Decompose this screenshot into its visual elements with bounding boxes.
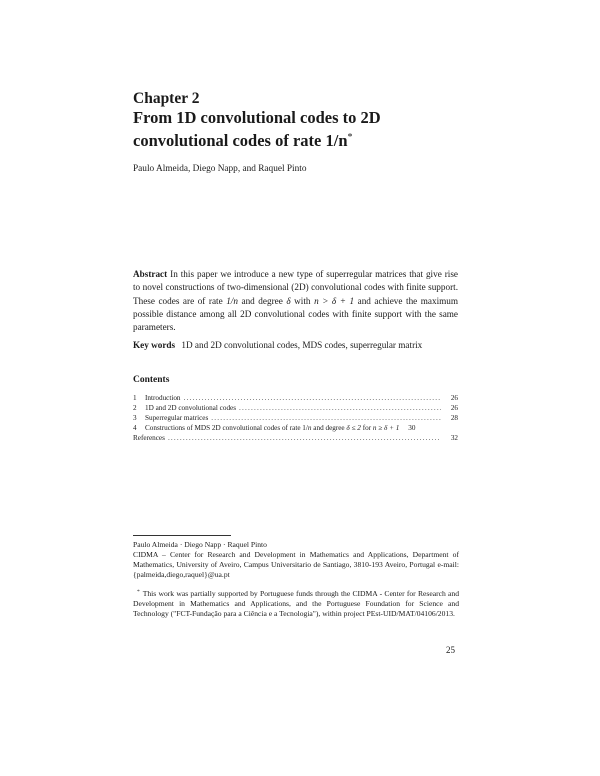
keywords-text: 1D and 2D convolutional codes, MDS codes, superregular matrix bbox=[181, 340, 423, 350]
toc-leader-dots bbox=[168, 433, 441, 443]
table-of-contents bbox=[133, 393, 458, 443]
toc-page: 30 bbox=[408, 424, 416, 432]
toc-page: 32 bbox=[450, 434, 458, 442]
abstract-text-2: and degree bbox=[241, 295, 283, 306]
toc-entry-constructions[interactable] bbox=[133, 423, 458, 433]
funding-text: This work was partially supported by Portuguese funds through the CIDMA - Center for Research and Development in Mathematics and Applications, and the Portuguese Foundation for Science and Technology ("FCT-Fundação para a Ciência e a Tecnologia"), within project PEst-UID/MAT/04106/2013. bbox=[133, 589, 459, 619]
toc-entry-references[interactable] bbox=[133, 433, 458, 443]
toc-title-math: n ≥ δ + 1 bbox=[372, 424, 400, 432]
abstract-text-3: with bbox=[294, 295, 311, 306]
abstract-rate: 1/n bbox=[226, 295, 238, 306]
toc-number: 3 bbox=[133, 414, 137, 422]
chapter-title-text: From 1D convolutional codes to 2D convolutional codes of rate 1/n bbox=[133, 108, 381, 150]
toc-title-math: n bbox=[307, 424, 312, 432]
chapter-label: Chapter 2 bbox=[133, 90, 200, 107]
toc-leader-dots bbox=[184, 393, 441, 403]
toc-number: 1 bbox=[133, 394, 137, 402]
funding-footnote-mark: * bbox=[137, 589, 140, 595]
toc-leader-dots bbox=[239, 403, 441, 413]
toc-title-part: for bbox=[360, 424, 373, 432]
footnote-rule bbox=[133, 535, 231, 536]
keywords-label: Key words bbox=[133, 340, 176, 350]
abstract-text-4: and achieve the maximum possible distance among all 2D convolutional codes with finite support with the same parameters. bbox=[133, 295, 459, 333]
authors-line: Paulo Almeida, Diego Napp, and Raquel Pinto bbox=[133, 164, 307, 174]
toc-page: 28 bbox=[450, 414, 458, 422]
toc-entry-convolutional-codes[interactable] bbox=[133, 403, 458, 413]
toc-number: 4 bbox=[133, 424, 137, 432]
toc-entry-superregular-matrices[interactable] bbox=[133, 413, 458, 423]
footnote-authors: Paulo Almeida · Diego Napp · Raquel Pinto bbox=[133, 540, 267, 549]
abstract-delta: δ bbox=[286, 295, 291, 306]
toc-title: References bbox=[133, 434, 165, 442]
toc-title: 1D and 2D convolutional codes bbox=[145, 404, 237, 412]
toc-leader-dots bbox=[211, 413, 441, 423]
title-footnote-mark: * bbox=[347, 132, 353, 143]
toc-title-part: Constructions of MDS 2D convolutional codes of rate 1/ bbox=[145, 424, 308, 432]
abstract bbox=[133, 268, 458, 334]
page-number: 25 bbox=[446, 645, 455, 655]
abstract-label: Abstract bbox=[133, 269, 168, 279]
toc-page: 26 bbox=[450, 404, 458, 412]
toc-title: Superregular matrices bbox=[145, 414, 209, 422]
toc-title-math: δ ≤ 2 bbox=[346, 424, 361, 432]
toc-title: Introduction bbox=[145, 394, 181, 402]
toc-page: 26 bbox=[450, 394, 458, 402]
toc-entry-introduction[interactable] bbox=[133, 393, 458, 403]
abstract-condition: n > δ + 1 bbox=[314, 295, 355, 306]
keywords bbox=[133, 340, 458, 350]
footnote-funding bbox=[133, 587, 459, 620]
chapter-title bbox=[133, 108, 473, 151]
abstract-text-1: In this paper we introduce a new type of superregular matrices that give rise to novel constructions of two-dimensional (2D) convolutional codes with finite support. These codes are of rate bbox=[133, 269, 458, 306]
contents-heading: Contents bbox=[133, 375, 170, 385]
toc-title-part: and degree bbox=[311, 424, 347, 432]
footnote-affiliation: CIDMA – Center for Research and Development in Mathematics and Applications, Department of Mathematics, University of Aveiro, Campus Universitario de Santiago, 3810-193 Aveiro, Portugal e-mail: {palmeida,diego,raquel}@ua.pt bbox=[133, 550, 459, 580]
toc-number: 2 bbox=[133, 404, 137, 412]
toc-title bbox=[145, 423, 399, 433]
